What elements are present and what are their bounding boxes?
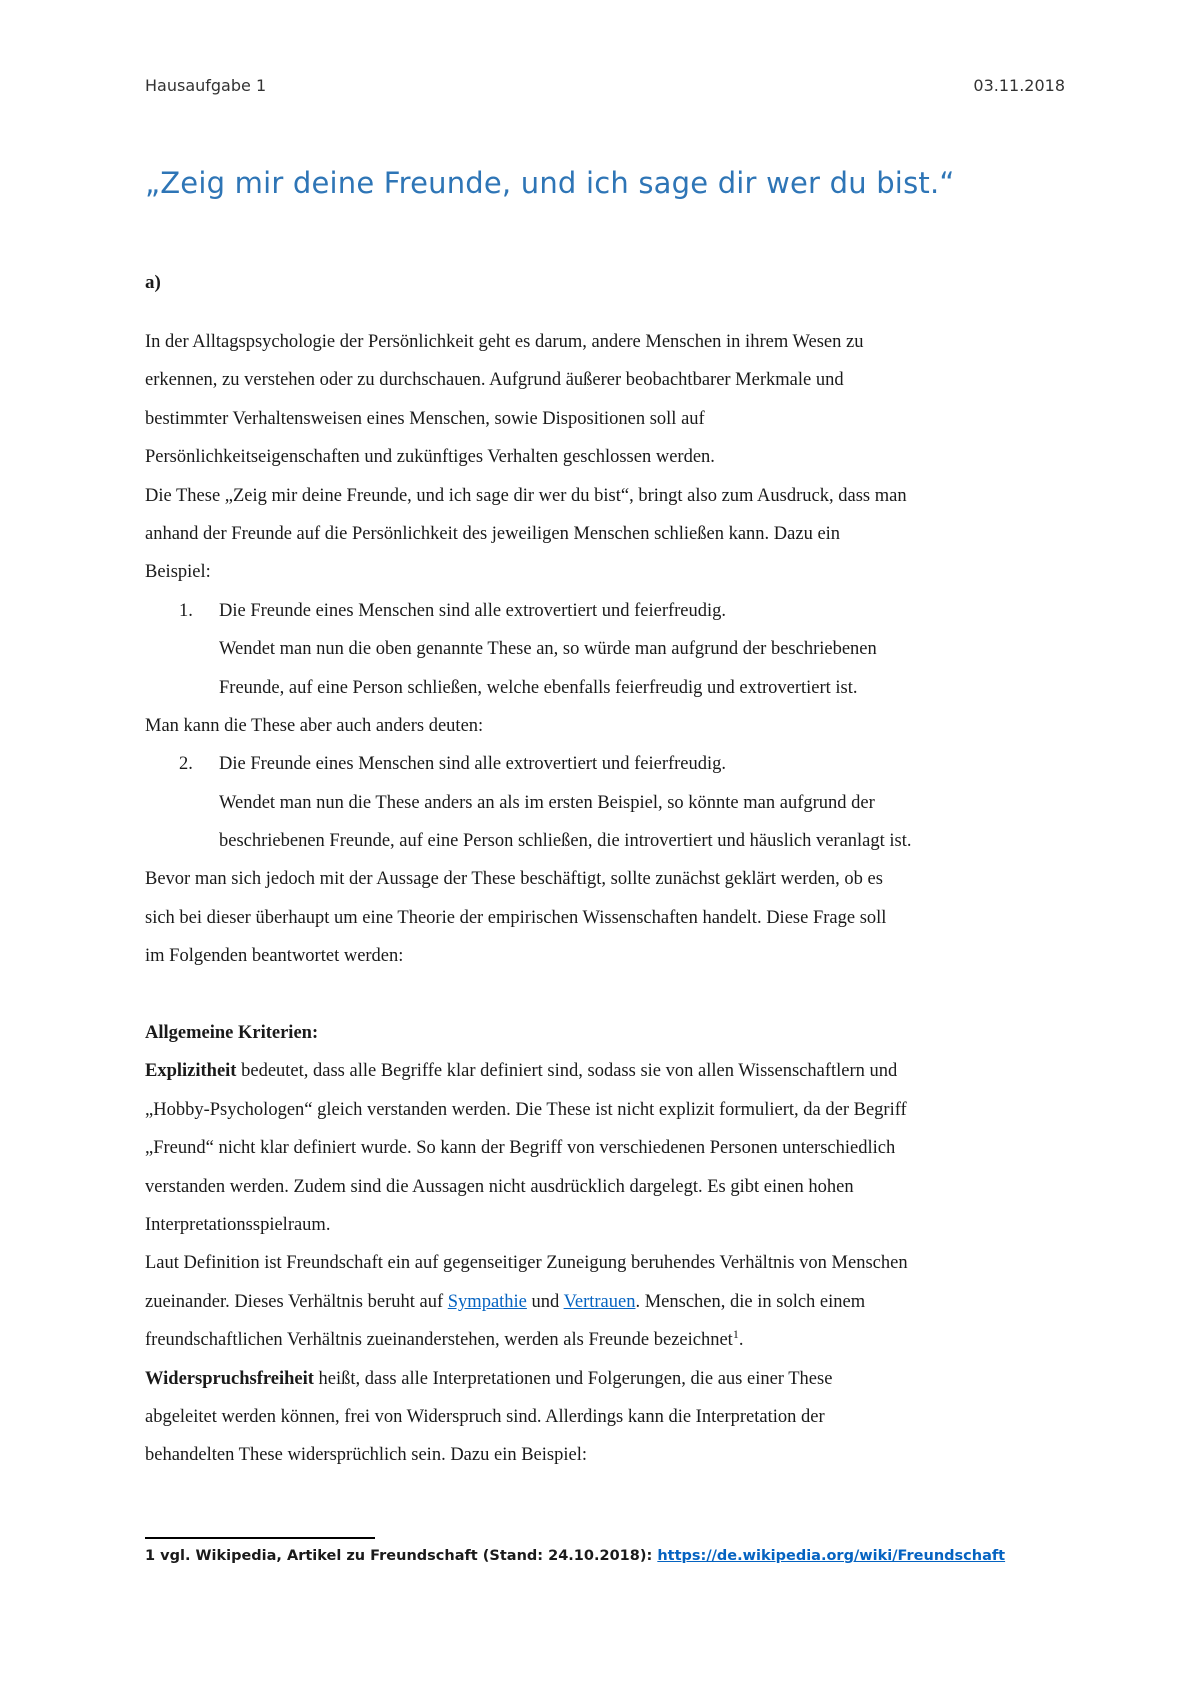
paragraph-line: Persönlichkeitseigenschaften und zukünftiges Verhalten geschlossen werden.	[145, 447, 715, 468]
paragraph-line: verstanden werden. Zudem sind die Aussagen nicht ausdrücklich dargelegt. Es gibt einen hohen	[145, 1176, 854, 1197]
footnote-reference[interactable]: 1	[732, 1327, 739, 1342]
term-description: bedeutet, dass alle Begriffe klar definiert sind, sodass sie von allen Wissenschaftlern und	[236, 1061, 898, 1082]
paragraph-line: erkennen, zu verstehen oder zu durchschauen. Aufgrund äußerer beobachtbarer Merkmale und	[145, 370, 844, 391]
criteria-heading-text: Allgemeine Kriterien:	[145, 1023, 319, 1044]
paragraph-line: Die These „Zeig mir deine Freunde, und ich sage dir wer du bist“, bringt also zum Ausdruck, dass man	[145, 485, 907, 506]
paragraph-line: im Folgenden beantwortet werden:	[145, 946, 404, 967]
term-explizitheit: Explizitheit	[145, 1061, 237, 1082]
text-run: . Menschen, die in solch einem	[635, 1291, 866, 1312]
header-title: Hausaufgabe 1	[145, 76, 267, 95]
paragraph-line: Laut Definition ist Freundschaft ein auf gegenseitiger Zuneigung beruhendes Verhältnis von Menschen	[145, 1253, 908, 1274]
text-run: zueinander. Dieses Verhältnis beruht auf	[145, 1291, 448, 1312]
document-title: „Zeig mir deine Freunde, und ich sage dir wer du bist.“	[145, 166, 955, 200]
paragraph-line	[145, 1283, 1065, 1321]
list-item-continuation: Freunde, auf eine Person schließen, welche ebenfalls feierfreudig und extrovertiert ist.	[219, 677, 858, 698]
footnote-text: 1 vgl. Wikipedia, Artikel zu Freundschaft (Stand: 24.10.2018):	[145, 1548, 658, 1564]
paragraph-line: „Hobby-Psychologen“ gleich verstanden werden. Die These ist nicht explizit formuliert, da der Begriff	[145, 1099, 907, 1120]
paragraph-line: In der Alltagspsychologie der Persönlichkeit geht es darum, andere Menschen in ihrem Wesen zu	[145, 332, 864, 352]
paragraph-line: „Freund“ nicht klar definiert wurde. So kann der Begriff von verschiedenen Personen unterschiedlich	[145, 1138, 896, 1159]
list-item-2	[145, 745, 1065, 783]
term-widerspruchsfreiheit: Widerspruchsfreiheit	[145, 1368, 314, 1389]
footnote-separator	[145, 1537, 375, 1539]
vertrauen-link[interactable]: Vertrauen	[563, 1291, 636, 1312]
body-text	[145, 323, 1065, 1475]
footnote	[145, 1548, 1005, 1564]
paragraph-line: Beispiel:	[145, 562, 211, 583]
section-heading-a: a)	[145, 272, 161, 293]
header-date: 03.11.2018	[973, 76, 1065, 95]
list-item-continuation: Wendet man nun die These anders an als im ersten Beispiel, so könnte man aufgrund der	[219, 792, 875, 813]
paragraph-line: bestimmter Verhaltensweisen eines Menschen, sowie Dispositionen soll auf	[145, 408, 705, 429]
sympathie-link[interactable]: Sympathie	[447, 1291, 527, 1312]
text-run: .	[738, 1330, 744, 1351]
text-run: freundschaftlichen Verhältnis zueinanderstehen, werden als Freunde bezeichnet	[145, 1330, 733, 1351]
paragraph-line: Interpretationsspielraum.	[145, 1214, 331, 1235]
paragraph-line: abgeleitet werden können, frei von Widerspruch sind. Allerdings kann die Interpretation der	[145, 1406, 825, 1427]
list-item-continuation: Wendet man nun die oben genannte These an, so würde man aufgrund der beschriebenen	[219, 639, 877, 660]
list-item-text: Die Freunde eines Menschen sind alle extrovertiert und feierfreudig.	[219, 754, 727, 775]
text-run: und	[526, 1291, 564, 1312]
blank-line	[145, 976, 1065, 1014]
page-header	[145, 76, 1065, 102]
paragraph-line	[145, 1052, 1065, 1090]
paragraph-line: anhand der Freunde auf die Persönlichkeit des jeweiligen Menschen schließen kann. Dazu ein	[145, 523, 841, 544]
paragraph-line	[145, 1321, 1065, 1359]
list-number: 2.	[179, 754, 193, 775]
list-number: 1.	[179, 600, 193, 621]
paragraph-line	[145, 1360, 1065, 1398]
list-item-text: Die Freunde eines Menschen sind alle extrovertiert und feierfreudig.	[219, 600, 727, 621]
list-item-1	[145, 592, 1065, 630]
paragraph-line: sich bei dieser überhaupt um eine Theorie der empirischen Wissenschaften handelt. Diese Frage soll	[145, 907, 887, 928]
paragraph-line: behandelten These widersprüchlich sein. Dazu ein Beispiel:	[145, 1445, 587, 1466]
paragraph-line: Man kann die These aber auch anders deuten:	[145, 715, 484, 736]
criteria-heading	[145, 1014, 1065, 1052]
list-item-continuation: beschriebenen Freunde, auf eine Person schließen, die introvertiert und häuslich veranlagt ist.	[219, 831, 912, 852]
term-description: heißt, dass alle Interpretationen und Folgerungen, die aus einer These	[313, 1368, 833, 1389]
paragraph-line: Bevor man sich jedoch mit der Aussage der These beschäftigt, sollte zunächst geklärt werden, ob es	[145, 869, 883, 890]
footnote-link[interactable]: https://de.wikipedia.org/wiki/Freundschaft	[657, 1548, 1006, 1564]
